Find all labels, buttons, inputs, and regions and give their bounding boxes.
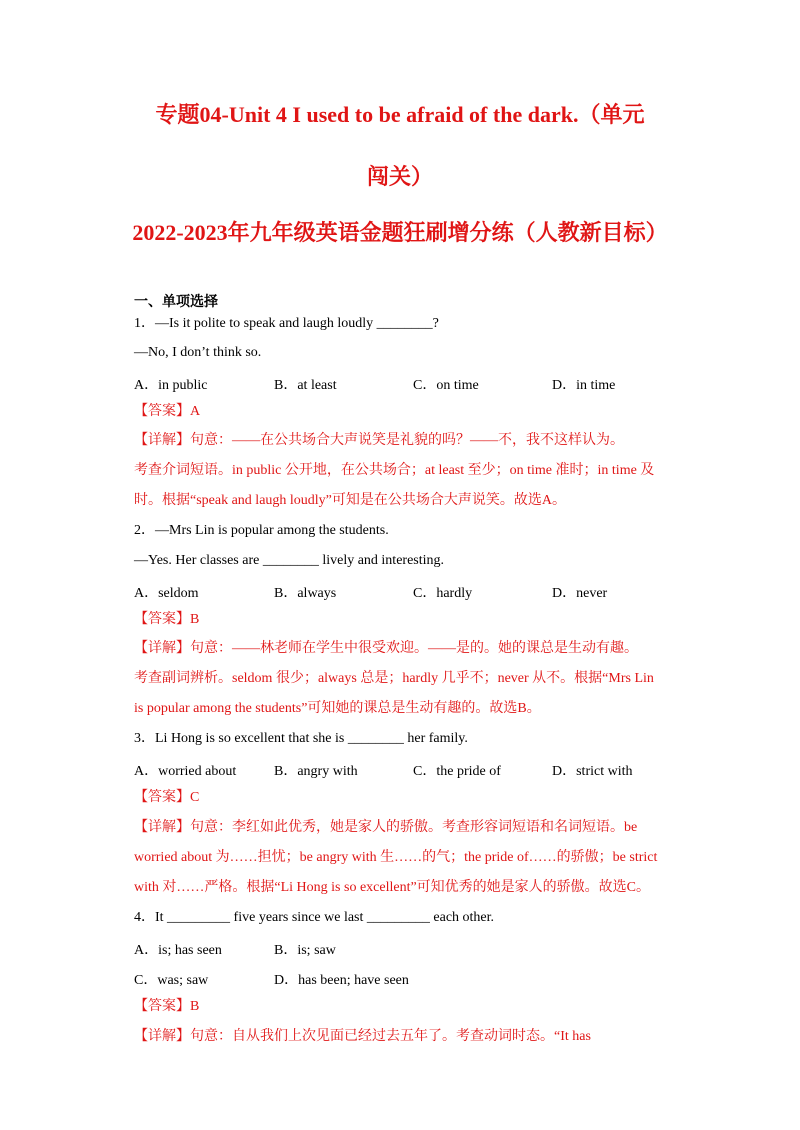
document-subtitle: 2022-2023年九年级英语金题狂刷增分练（人教新目标） — [132, 220, 668, 245]
question-1-explain-3: 时。根据“speak and laugh loudly”可知是在公共场合大声说笑。故选A。 — [134, 493, 567, 508]
question-1-explain-2: 考查介词短语。in public 公开地，在公共场合；at least 至少；on time 准时；in time 及 — [134, 463, 655, 478]
question-4-explain-1: 【详解】句意：自从我们上次见面已经过去五年了。考查动词时态。“It has — [134, 1029, 591, 1044]
question-1-answer: 【答案】A — [134, 404, 201, 419]
document-title-line1: 专题04-Unit 4 I used to be afraid of the dark.（单元 — [155, 102, 645, 127]
question-2-option-b: B．always — [274, 586, 337, 601]
question-2-stem: 2．—Mrs Lin is popular among the students. — [134, 523, 389, 538]
question-3-explain-3: with 对……严格。根据“Li Hong is so excellent”可知优秀的她是家人的骄傲。故选C。 — [134, 880, 651, 895]
question-4-option-a: A．is; has seen — [134, 943, 222, 958]
question-2-reply: —Yes. Her classes are ________ lively and interesting. — [134, 553, 445, 568]
question-3-answer: 【答案】C — [134, 790, 200, 805]
question-2-answer: 【答案】B — [134, 612, 200, 627]
section-title: 一、单项选择 — [134, 295, 218, 310]
question-3-option-a: A．worried about — [134, 764, 237, 779]
question-2-option-a: A．seldom — [134, 586, 199, 601]
question-4-answer: 【答案】B — [134, 999, 200, 1014]
question-1-stem: 1．—Is it polite to speak and laugh loudly ________? — [134, 316, 439, 331]
question-1-option-a: A．in public — [134, 378, 208, 393]
question-3-stem: 3．Li Hong is so excellent that she is ________ her family. — [134, 731, 468, 746]
question-1-explain-1: 【详解】句意：——在公共场合大声说笑是礼貌的吗？——不，我不这样认为。 — [134, 433, 624, 448]
question-2-option-c: C．hardly — [413, 586, 473, 601]
question-4-option-b: B．is; saw — [274, 943, 336, 958]
question-1-reply: —No, I don’t think so. — [134, 345, 262, 360]
question-3-explain-1: 【详解】句意：李红如此优秀，她是家人的骄傲。考查形容词短语和名词短语。be — [134, 820, 638, 835]
question-3-option-d: D．strict with — [552, 764, 633, 779]
question-1-option-d: D．in time — [552, 378, 616, 393]
question-2-explain-3: is popular among the students”可知她的课总是生动有趣的。故选B。 — [134, 701, 541, 716]
question-2-option-d: D．never — [552, 586, 608, 601]
question-2-explain-1: 【详解】句意：——林老师在学生中很受欢迎。——是的。她的课总是生动有趣。 — [134, 641, 638, 656]
question-4-stem: 4．It _________ five years since we last _________ each other. — [134, 910, 495, 925]
document-title-line2: 闯关） — [366, 164, 433, 189]
question-1-option-b: B．at least — [274, 378, 337, 393]
question-3-explain-2: worried about 为……担忧；be angry with 生……的气；the pride of……的骄傲；be strict — [134, 850, 658, 865]
question-3-option-b: B．angry with — [274, 764, 358, 779]
question-4-option-c: C．was; saw — [134, 973, 209, 988]
question-2-explain-2: 考查副词辨析。seldom 很少；always 总是；hardly 几乎不；never 从不。根据“Mrs Lin — [134, 671, 654, 686]
question-1-option-c: C．on time — [413, 378, 479, 393]
question-4-option-d: D．has been; have seen — [274, 973, 409, 988]
question-3-option-c: C．the pride of — [413, 764, 501, 779]
